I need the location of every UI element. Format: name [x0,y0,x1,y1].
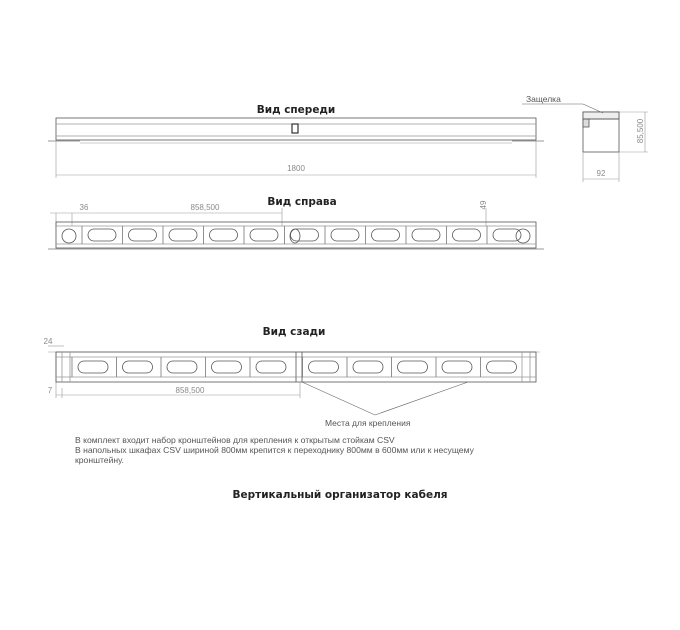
right-offset-dim-text: 36 [79,203,89,212]
back-top-dim-text: 24 [43,337,53,346]
slot-opening [291,229,319,241]
side-height-dim-text: 85,500 [636,118,645,144]
side-depth-dim-text: 92 [596,169,606,178]
front-view-body [48,118,544,143]
note-line-3: кронштейну. [75,455,124,465]
slot-opening [78,361,108,373]
back-offset-dim-text: 7 [47,386,53,395]
mount-leader-lines [302,382,468,415]
slot-opening [129,229,157,241]
slot-opening [256,361,286,373]
slot-opening [212,361,242,373]
right-height-dim-text: 49 [479,200,488,210]
notes-block [75,435,595,465]
right-view-dimensions [50,208,486,226]
slot-opening [398,361,428,373]
front-width-dim-text: 1800 [287,164,305,173]
back-view-dimensions [48,346,540,398]
back-view-body [56,352,536,382]
slot-opening [309,361,339,373]
back-view-slots [72,357,517,377]
slot-opening [353,361,383,373]
end-cutout [516,229,530,243]
latch-label: Защелка [526,94,561,104]
side-profile [583,112,619,152]
slot-opening [167,361,197,373]
slot-opening [210,229,238,241]
slot-opening [372,229,400,241]
back-view-title: Вид сзади [262,326,326,338]
slot-opening [412,229,440,241]
drawing-caption: Вертикальный организатор кабеля [232,489,448,501]
note-line-1: В комплект входит набор кронштейнов для крепления к открытым стойкам CSV [75,435,395,445]
slot-opening [250,229,278,241]
front-view-title: Вид спереди [256,104,336,116]
right-pitch-dim-text: 858,500 [190,203,220,212]
slot-opening [453,229,481,241]
slot-opening [487,361,517,373]
slot-opening [123,361,153,373]
slot-opening [88,229,116,241]
slot-opening [442,361,472,373]
end-cutout [62,229,76,243]
slot-opening [169,229,197,241]
right-view-slots [62,226,530,244]
slot-opening [331,229,359,241]
mount-points-label: Места для крепления [325,418,411,428]
right-view-title: Вид справа [267,196,337,208]
note-line-2: В напольных шкафах CSV шириной 800мм крепится к переходнику 800мм в 600мм или к несущему [75,445,474,455]
back-pitch-dim-text: 858,500 [175,386,205,395]
